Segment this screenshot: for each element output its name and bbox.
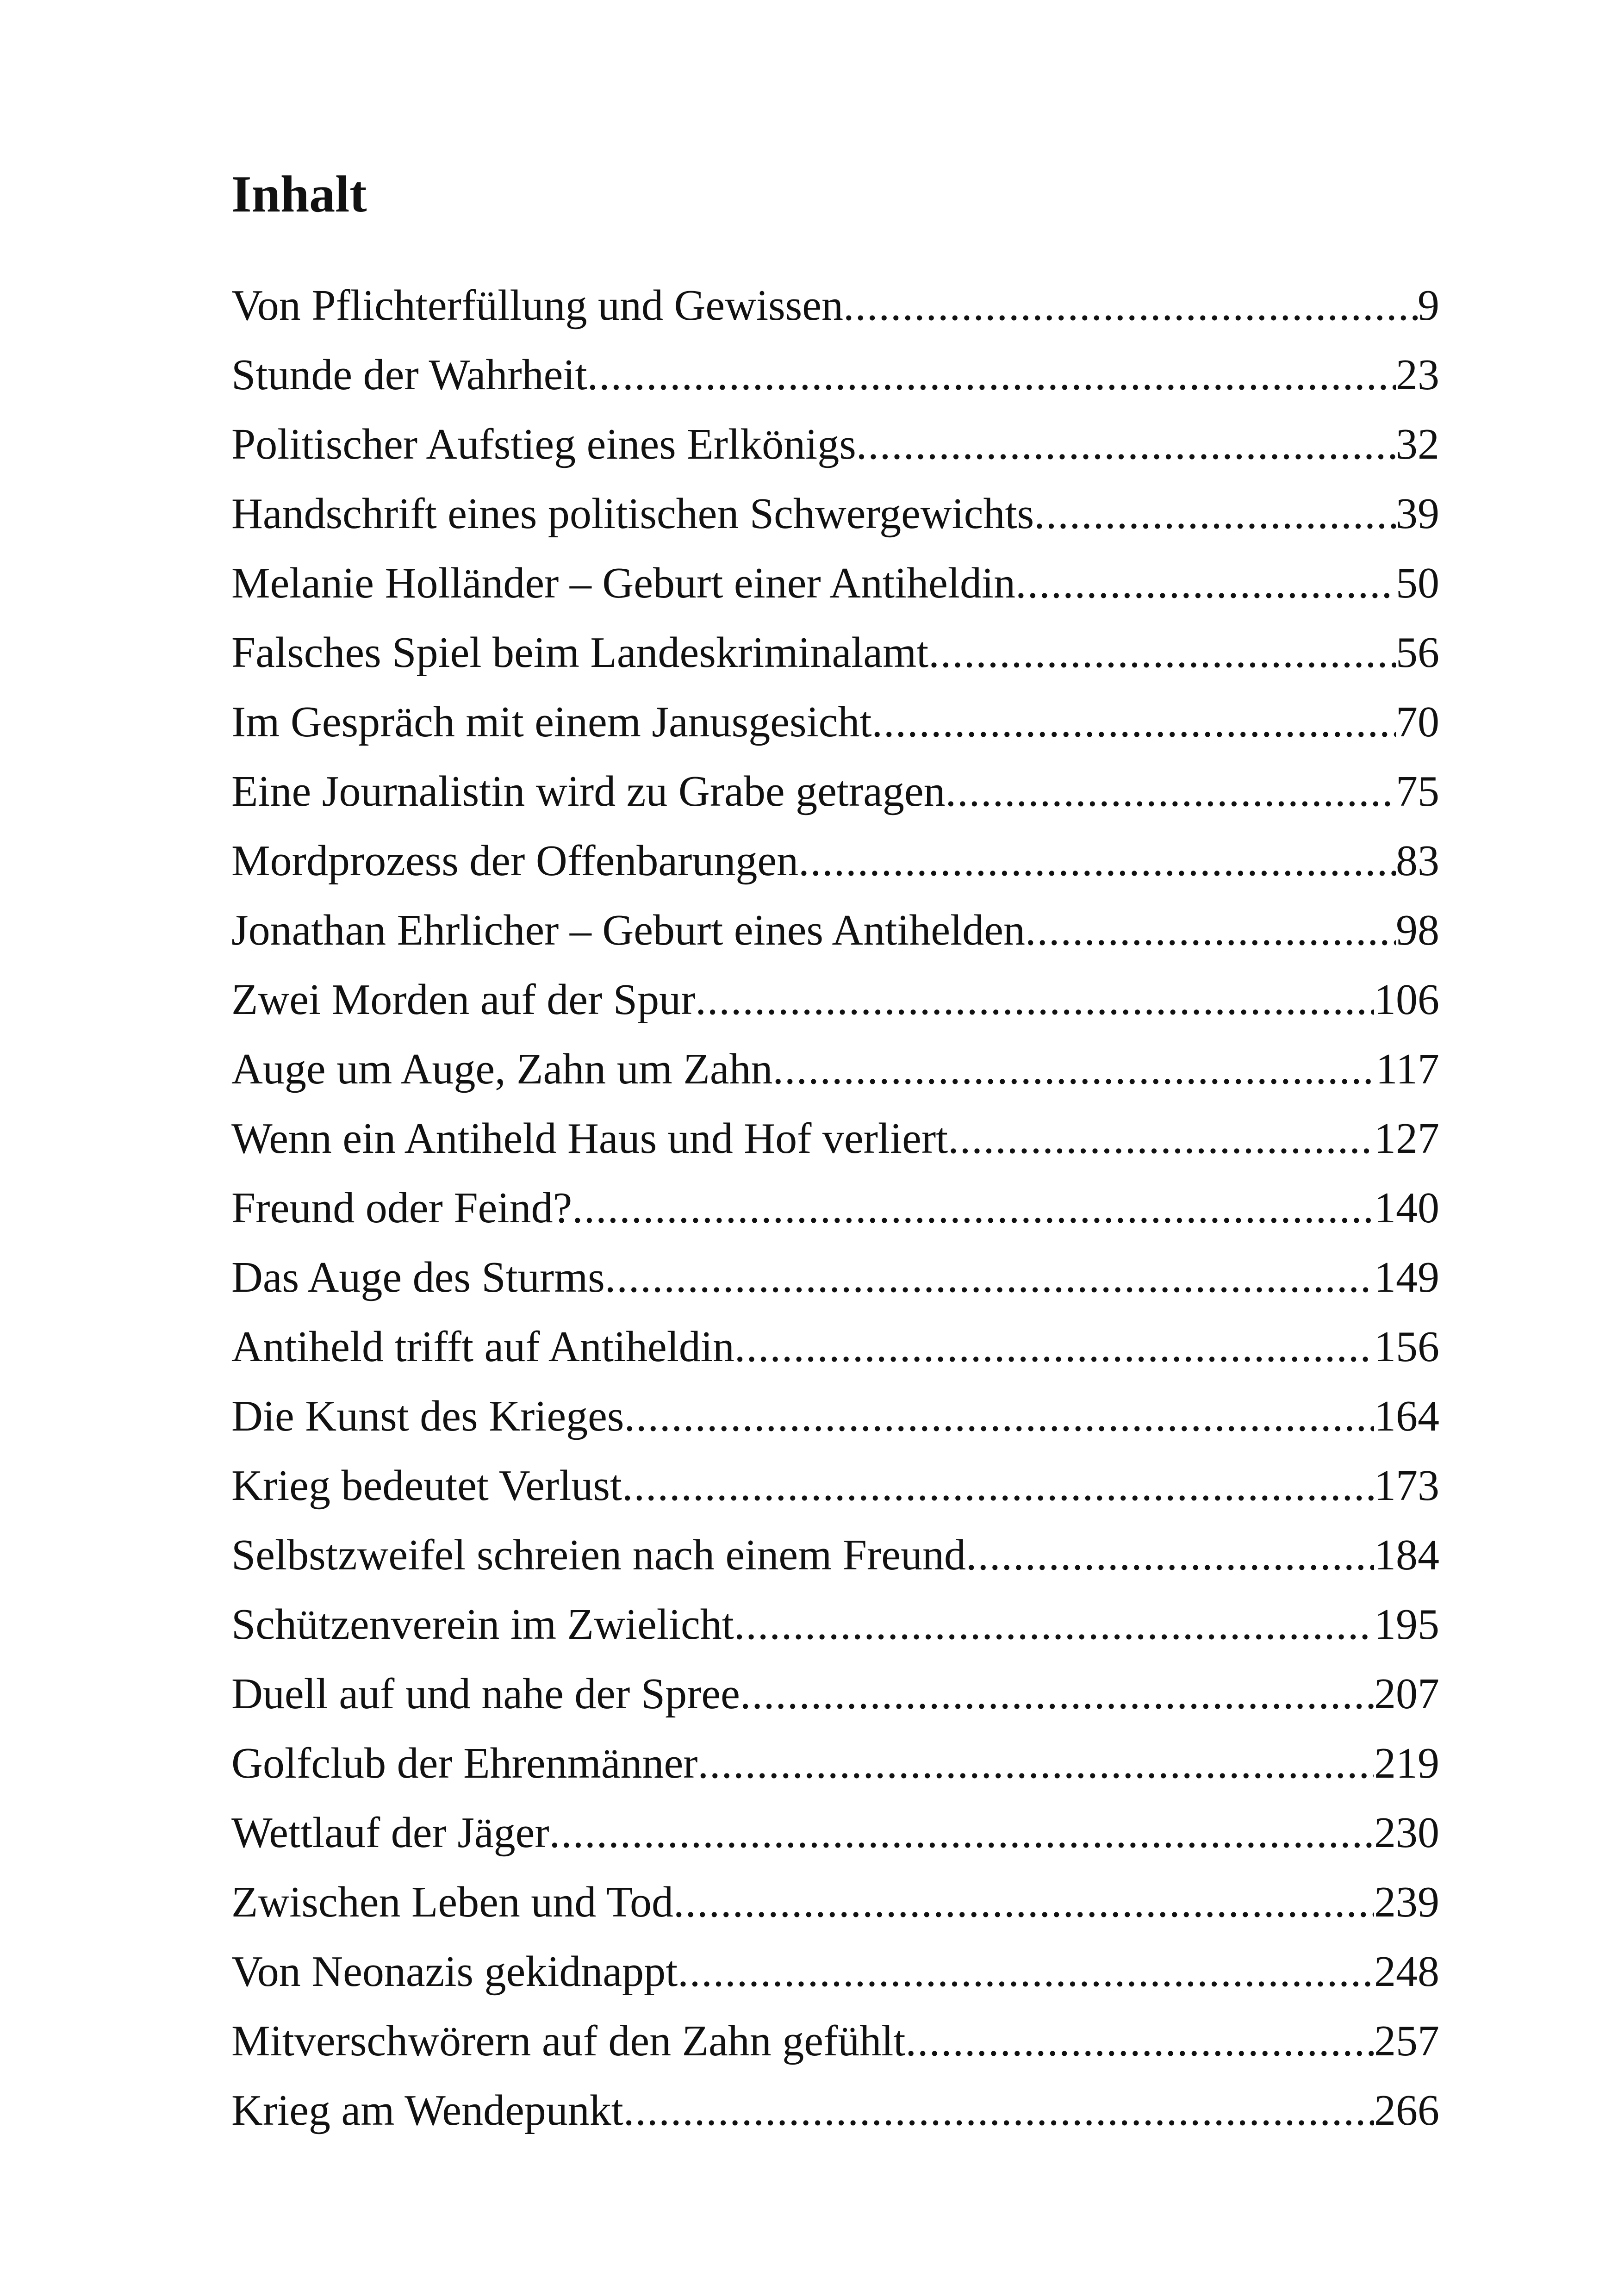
toc-entry (231, 896, 1439, 965)
dot-leader (572, 1173, 1374, 1243)
toc-entry-title: Zwischen Leben und Tod (231, 1878, 673, 1926)
toc-entry (231, 1451, 1439, 1520)
toc-entry-title: Duell auf und nahe der Spree (231, 1670, 740, 1718)
dot-leader (587, 340, 1396, 410)
toc-entry (231, 687, 1439, 757)
dot-leader (906, 2006, 1375, 2076)
toc-entry-title: Schützenverein im Zwielicht (231, 1600, 734, 1649)
toc-entry-page-number: 9 (1418, 281, 1439, 330)
dot-leader (798, 826, 1396, 896)
toc-entry-page-number: 56 (1396, 628, 1439, 677)
table-of-contents (231, 271, 1439, 2145)
toc-entry-title: Selbstzweifel schreien nach einem Freund (231, 1531, 966, 1579)
toc-entry-page-number: 207 (1374, 1670, 1439, 1718)
toc-entry (231, 548, 1439, 618)
toc-entry-title: Krieg bedeutet Verlust (231, 1462, 622, 1510)
toc-entry (231, 479, 1439, 548)
toc-entry-title: Mitverschwörern auf den Zahn gefühlt (231, 2017, 906, 2065)
toc-entry-title: Die Kunst des Krieges (231, 1392, 624, 1440)
dot-leader (1025, 896, 1396, 965)
toc-entry-title: Auge um Auge, Zahn um Zahn (231, 1045, 773, 1093)
toc-entry (231, 1520, 1439, 1590)
toc-entry (231, 1659, 1439, 1729)
toc-entry-title: Krieg am Wendepunkt (231, 2086, 623, 2134)
toc-entry-title: Von Neonazis gekidnappt (231, 1948, 678, 1996)
toc-entry-title: Wenn ein Antiheld Haus und Hof verliert (231, 1114, 948, 1163)
page-title: Inhalt (231, 166, 367, 223)
dot-leader (843, 271, 1418, 340)
toc-entry-title: Das Auge des Sturms (231, 1253, 605, 1301)
dot-leader (948, 1104, 1374, 1173)
toc-entry-page-number: 75 (1396, 767, 1439, 815)
toc-entry-page-number: 219 (1374, 1739, 1439, 1787)
toc-entry (231, 1381, 1439, 1451)
toc-entry-page-number: 50 (1396, 559, 1439, 607)
toc-entry-page-number: 230 (1374, 1809, 1439, 1857)
toc-entry (231, 826, 1439, 896)
toc-entry-page-number: 266 (1374, 2086, 1439, 2134)
toc-entry-title: Zwei Morden auf der Spur (231, 976, 696, 1024)
toc-entry-title: Handschrift eines politischen Schwergewichts (231, 490, 1034, 538)
toc-entry-page-number: 173 (1374, 1462, 1439, 1510)
dot-leader (1034, 479, 1396, 548)
toc-entry-page-number: 106 (1374, 976, 1439, 1024)
dot-leader (622, 1451, 1374, 1520)
toc-entry (231, 1729, 1439, 1798)
dot-leader (966, 1520, 1374, 1590)
toc-entry-title: Antiheld trifft auf Antiheldin (231, 1323, 734, 1371)
dot-leader (872, 687, 1396, 757)
toc-entry (231, 271, 1439, 340)
toc-entry (231, 1104, 1439, 1173)
toc-entry-page-number: 23 (1396, 351, 1439, 399)
toc-entry-title: Politischer Aufstieg eines Erlkönigs (231, 420, 856, 468)
toc-entry (231, 1312, 1439, 1381)
toc-entry-title: Jonathan Ehrlicher – Geburt eines Antihelden (231, 906, 1025, 954)
toc-entry (231, 1173, 1439, 1243)
toc-entry-title: Melanie Holländer – Geburt einer Antiheldin (231, 559, 1016, 607)
toc-entry-title: Freund oder Feind? (231, 1184, 573, 1232)
toc-entry-title: Eine Journalistin wird zu Grabe getragen (231, 767, 946, 815)
dot-leader (1015, 548, 1396, 618)
toc-entry (231, 1034, 1439, 1104)
toc-entry (231, 757, 1439, 826)
toc-entry (231, 1590, 1439, 1659)
dot-leader (773, 1034, 1376, 1104)
toc-entry-page-number: 98 (1396, 906, 1439, 954)
toc-entry (231, 1937, 1439, 2006)
dot-leader (856, 410, 1396, 479)
toc-entry-title: Mordprozess der Offenbarungen (231, 837, 799, 885)
toc-entry-page-number: 195 (1374, 1600, 1439, 1649)
dot-leader (624, 1381, 1374, 1451)
dot-leader (697, 1729, 1374, 1798)
toc-entry-page-number: 140 (1374, 1184, 1439, 1232)
dot-leader (734, 1590, 1374, 1659)
toc-entry-title: Stunde der Wahrheit (231, 351, 587, 399)
toc-entry-page-number: 32 (1396, 420, 1439, 468)
toc-entry (231, 340, 1439, 410)
toc-entry-title: Falsches Spiel beim Landeskriminalamt (231, 628, 929, 677)
toc-entry-page-number: 83 (1396, 837, 1439, 885)
toc-entry-page-number: 257 (1374, 2017, 1439, 2065)
toc-entry-page-number: 149 (1374, 1253, 1439, 1301)
dot-leader (623, 2076, 1374, 2145)
toc-entry-page-number: 164 (1374, 1392, 1439, 1440)
toc-entry (231, 410, 1439, 479)
dot-leader (695, 965, 1374, 1034)
dot-leader (605, 1243, 1374, 1312)
toc-entry (231, 965, 1439, 1034)
toc-entry-page-number: 39 (1396, 490, 1439, 538)
toc-entry-page-number: 117 (1375, 1045, 1439, 1093)
toc-entry (231, 1867, 1439, 1937)
toc-entry-title: Im Gespräch mit einem Janusgesicht (231, 698, 872, 746)
dot-leader (946, 757, 1396, 826)
toc-entry (231, 2076, 1439, 2145)
toc-entry-page-number: 248 (1374, 1948, 1439, 1996)
dot-leader (673, 1867, 1374, 1937)
toc-entry-title: Golfclub der Ehrenmänner (231, 1739, 698, 1787)
toc-entry-page-number: 70 (1396, 698, 1439, 746)
dot-leader (549, 1798, 1374, 1867)
toc-entry-page-number: 184 (1374, 1531, 1439, 1579)
dot-leader (740, 1659, 1374, 1729)
toc-entry-page-number: 239 (1374, 1878, 1439, 1926)
toc-entry (231, 2006, 1439, 2076)
toc-entry (231, 1798, 1439, 1867)
dot-leader (678, 1937, 1374, 2006)
dot-leader (928, 618, 1396, 687)
toc-entry (231, 1243, 1439, 1312)
toc-entry-title: Von Pflichterfüllung und Gewissen (231, 281, 843, 330)
toc-entry-page-number: 127 (1374, 1114, 1439, 1163)
toc-entry (231, 618, 1439, 687)
toc-entry-title: Wettlauf der Jäger (231, 1809, 549, 1857)
toc-entry-page-number: 156 (1374, 1323, 1439, 1371)
dot-leader (734, 1312, 1374, 1381)
